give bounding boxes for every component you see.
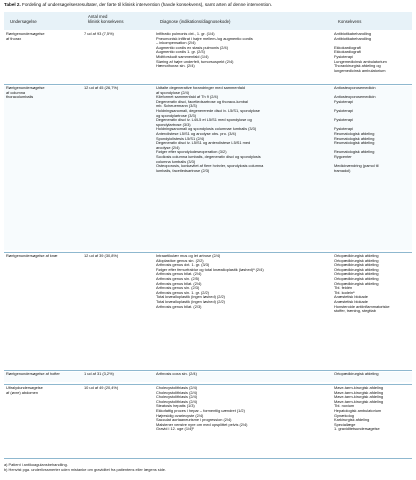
exam-label: Røntgenundersøgelse af hofter	[6, 371, 60, 376]
exam-label: Røntgenundersøgelse af thorax	[6, 31, 45, 41]
diagnosis-list: Cholecystolithiasis (2/4) Cholecystolithiasis (2/4) Cholecystolithiasis (2/4) Cholecystolithiasis (2/4) Steatosis hepatis (1/3) Ekkofattig proces i hepar – formentlig uændret (1/2) Højresidig ovariecyste (2/4) Sacculat aortaaneurisme i progression (2/4) Malstener venstre nyre om med opsplittet pelvis (2/4) Gravid i 12. uge (1/4)ᵇ	[156, 385, 248, 432]
consequence-list: Ortopædkirurgisk afdeling	[334, 371, 379, 376]
diagnosis-list: Intraartikulær mus og let artrose (2/4) Alloplastice genus sin. (2/2) Arthrosis genus dxt. 1. gr. (3/3) Følger efter femurfraktur og total knæalloplastik (løshed)ᵃ (2/4) Arthrosis genus bilat. (2/4) Arthrosis genus sin. (2/5) Arthrosis genus bilat. (2/4) Arthrosis genus sin. (2/3) Arthrosis genus sin. 1. gr. (2/2) Total knæalloplastik (ingen løshed) (2/2) Total knæalloplastik (ingen løshed) (2/2) Arthrosis genus bilat. (2/3)	[156, 253, 264, 309]
exam-label: Ultralydundersøgelse af (øvre) abdomen	[6, 385, 43, 395]
table-caption: Fordeling af undersøgelsesresultater, der førte til klinisk intervention (havde konsekvens), samt arten af denne intervention.	[22, 2, 273, 7]
footnotes	[4, 462, 412, 472]
header-count: Antal med klinisk konsekvens	[88, 14, 124, 25]
header-diagnosis: Diagnose (indikations/diagnosekode)	[160, 19, 231, 24]
consequence-list: Antiosteoporosemedicin Antiosteoporosemedicin Fysioterapi Fysioterapi Fysioterapi Fysioterapi Reumatologisk afdeling Reumatologisk afdeling Reumatologisk afdeling Reumatologisk afdeling Rygcenter Medicinændring (pamol til tramadol)	[334, 85, 379, 173]
consequence-list: Mave-tarm-kirurgisk afdeling Mave-tarm-kirurgisk afdeling Mave-tarm-kirurgisk afdeling Mave-tarm-kirurgisk afdeling Tbl. noxium Hepatologisk ambulatorium Gynækolog Karkirurgisk afdeling Speciallæge 1. graviditetsundersøgelse	[334, 385, 384, 432]
section-knee	[4, 254, 412, 368]
section-thorax	[4, 32, 412, 82]
table-title	[4, 2, 412, 8]
diagnosis-list: Arthrosis coxa sin. (2/4)	[156, 371, 197, 376]
consequence-list: Ortopædkirurgisk afdeling Ortopædkirurgisk afdeling Ortopædkirurgisk afdeling Ortopædkirurgisk afdeling Ortopædkirurgisk afdeling Ortopædkirurgisk afdeling Ortopædkirurgisk afdeling Tbl. feldén Tbl. kodeinᵃ Anæstetisk blokade Anæstetisk blokade Honsteroide antiinflammatoriske stoffer, træning, stegttab	[334, 253, 390, 314]
footnote-b: b) Henvist pga. underlivssmerter uden mistanke om graviditet fra patientens eller lægens side.	[4, 467, 166, 473]
header-exam: Undersøgelse	[10, 19, 37, 24]
diagnosis-list: Infiltratio pulmonis dxt., 1. gr. (1/4) Pneumonisk infiltrat i højre mellem-/og augmentio cordis – inkompensation (2/4) Augmentio cordis ex stasis pulmonis (2/4) Augmentio cordis 1. gr. (2/3) Midtforskudt sammenfald (1/4) Sløring af højre underfelt, tumorsuspekt (2/4) Hæmothorax sin. (2/4)	[156, 31, 253, 69]
header-consequence: Konsekvens	[338, 19, 362, 24]
exam-count: 1 ud af 31 (3,2%)	[84, 371, 114, 376]
table-bottom-rule	[4, 458, 412, 459]
section-hip	[4, 372, 412, 382]
exam-count: 12 ud af 45 (26,7%)	[84, 85, 119, 90]
diagnosis-list: Udtalte degenerative forandringer med sammenfald af spondylose (2/4) Kileformet sammenfald af Th 9 (2/4) Degenerativ disci, facetledsartrose og thoraco-lumbal mb. Scheuermann (3/3) Holdningsanomali, degenererede disci iv. L5/S1, spondylose og spondylartrose (3/3) Degenerativ disci iv. L4/L5 et L5/S1 med spondylose og spondylartrose (3/3) Holdningsanomali og spondylosis columnae lumbalis (3/3) Anterolistese L5/S1 og arcolyse obs. pro. (3/4) Spondylolistesis L5/S1 (2/4) Degenerativ disci iv. L5/S1 og anterolistese L5/S1 med arcolyse (2/4) Følger efter spondylodeseoperation (3/2) Scoliosis columna lumbalis, degenerativ disci og spondylosis columna lumbalis (3/3) Osteoporosis, konkavitet af flere hvirvler, spondylosis columna lumbalis, facetledsartrose (2/3)	[156, 85, 264, 173]
exam-label: Røntgenundersøgelse af knæ	[6, 253, 58, 258]
section-abdomen	[4, 386, 412, 454]
table-label: Tabel 2.	[4, 2, 21, 7]
section-columna	[4, 86, 412, 250]
exam-count: 12 ud af 39 (30,8%)	[84, 253, 119, 258]
footnote-a: a) Patient i antikoagulansbehandling.	[4, 462, 68, 467]
consequence-list: Antibiotikabehandling Antibiotikabehandling Ekkokardiografi Ekkokardiografi Fysioterapi Lungemedicinsk ambulatorium Thoraxkirurgisk afdeling og lungemedicinsk ambulatorium	[334, 31, 387, 73]
exam-label: Røntgenundersøgelse af columna thoracolumbalis	[6, 85, 45, 100]
exam-count: 7 ud af 93 (7,5%)	[84, 31, 114, 36]
exam-count: 10 ud af 49 (20,4%)	[84, 385, 119, 390]
table-header	[4, 12, 412, 30]
